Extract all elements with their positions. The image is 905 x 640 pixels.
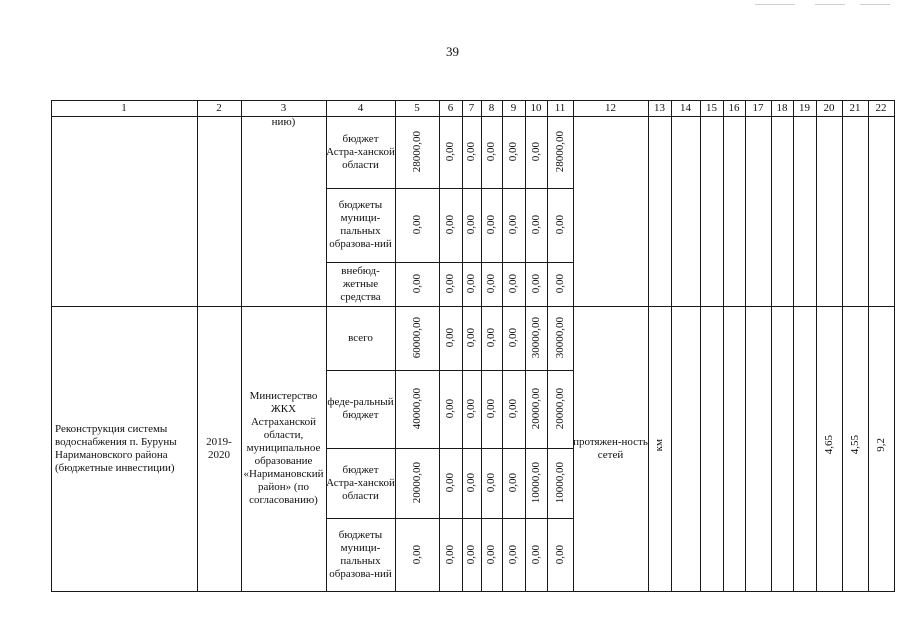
amount-cell bbox=[502, 188, 525, 262]
header-col-4: 4 bbox=[357, 101, 364, 114]
amount-cell bbox=[481, 306, 502, 370]
amount-cell bbox=[525, 188, 547, 262]
amount-cell bbox=[439, 448, 462, 518]
amount-cell-text: 0,00 bbox=[465, 473, 477, 493]
header-col-22: 22 bbox=[875, 101, 887, 114]
amount-cell-text: 0,00 bbox=[485, 473, 497, 493]
amount-cell bbox=[481, 448, 502, 518]
amount-cell bbox=[481, 518, 502, 591]
header-col-2: 2 bbox=[216, 101, 222, 114]
grid-line bbox=[771, 100, 772, 591]
amount-cell bbox=[395, 306, 439, 370]
header-col-5: 5 bbox=[414, 101, 420, 114]
header-col-11: 11 bbox=[554, 101, 566, 114]
header-col-7: 7 bbox=[468, 101, 475, 114]
amount-cell bbox=[462, 370, 481, 448]
amount-cell bbox=[502, 306, 525, 370]
amount-cell bbox=[547, 448, 573, 518]
amount-cell bbox=[395, 448, 439, 518]
amount-cell bbox=[525, 306, 547, 370]
amount-cell bbox=[502, 518, 525, 591]
grid-line bbox=[648, 100, 649, 591]
header-col-13: 13 bbox=[654, 101, 665, 114]
amount-cell-text: 20000,00 bbox=[553, 388, 566, 430]
amount-cell-text: 0,00 bbox=[485, 328, 497, 348]
amount-cell-text: 28000,00 bbox=[553, 131, 566, 173]
amount-cell-text: 0,00 bbox=[444, 328, 456, 348]
project-executor: Министерство ЖКХ Астраханской области, муниципальное образование «Наримановский район» (по согласованию) bbox=[243, 390, 324, 506]
scan-mark bbox=[755, 4, 795, 5]
amount-cell bbox=[462, 448, 481, 518]
grid-line bbox=[51, 591, 895, 592]
amount-cell-text: 0,00 bbox=[444, 142, 456, 162]
amount-cell bbox=[547, 116, 573, 188]
amount-cell bbox=[502, 370, 525, 448]
amount-cell-text: 0,00 bbox=[553, 544, 566, 565]
executor-continuation: нию) bbox=[271, 116, 296, 128]
value-2020-text: 4,55 bbox=[848, 435, 861, 455]
amount-cell bbox=[439, 116, 462, 188]
funding-source: бюджет Астра-ханской области bbox=[326, 463, 395, 502]
amount-cell-text: 0,00 bbox=[410, 274, 423, 294]
amount-cell bbox=[395, 116, 439, 188]
amount-cell bbox=[439, 370, 462, 448]
amount-cell-text: 0,00 bbox=[465, 274, 477, 294]
scan-mark bbox=[860, 4, 890, 5]
amount-cell-text: 40000,00 bbox=[410, 388, 423, 430]
value-2020 bbox=[842, 410, 868, 480]
value-2019-text: 4,65 bbox=[822, 435, 835, 455]
grid-line bbox=[894, 100, 895, 591]
grid-line bbox=[671, 100, 672, 591]
amount-cell-text: 0,00 bbox=[507, 215, 519, 235]
amount-cell bbox=[439, 518, 462, 591]
unit-cell-text: км bbox=[653, 438, 665, 452]
amount-cell-text: 0,00 bbox=[444, 274, 456, 294]
grid-line bbox=[793, 100, 794, 591]
amount-cell-text: 30000,00 bbox=[553, 317, 566, 359]
grid-line bbox=[723, 100, 724, 591]
funding-source: бюджеты муници-пальных образова-ний bbox=[329, 199, 392, 250]
grid-line bbox=[842, 100, 843, 591]
amount-cell-text: 0,00 bbox=[553, 215, 566, 235]
amount-cell-text: 0,00 bbox=[553, 274, 566, 294]
amount-cell bbox=[481, 370, 502, 448]
amount-cell bbox=[462, 188, 481, 262]
header-col-16: 16 bbox=[728, 101, 740, 114]
amount-cell-text: 60000,00 bbox=[410, 317, 423, 359]
amount-cell bbox=[395, 188, 439, 262]
header-col-3: 3 bbox=[280, 101, 287, 114]
amount-cell bbox=[439, 306, 462, 370]
amount-cell-text: 0,00 bbox=[529, 142, 542, 162]
amount-cell-text: 0,00 bbox=[507, 328, 519, 348]
grid-line bbox=[816, 100, 817, 591]
amount-cell-text: 0,00 bbox=[507, 544, 519, 565]
header-col-6: 6 bbox=[447, 101, 454, 114]
amount-cell-text: 0,00 bbox=[485, 274, 497, 294]
value-total bbox=[868, 410, 894, 480]
amount-cell bbox=[547, 306, 573, 370]
amount-cell bbox=[481, 116, 502, 188]
amount-cell-text: 0,00 bbox=[507, 142, 519, 162]
amount-cell bbox=[439, 262, 462, 306]
amount-cell-text: 0,00 bbox=[465, 328, 477, 348]
amount-cell-text: 28000,00 bbox=[410, 131, 423, 173]
header-col-15: 15 bbox=[706, 101, 717, 114]
amount-cell bbox=[481, 188, 502, 262]
amount-cell bbox=[395, 370, 439, 448]
amount-cell-text: 0,00 bbox=[444, 215, 456, 235]
amount-cell-text: 20000,00 bbox=[529, 388, 542, 430]
page-number: 39 bbox=[446, 44, 459, 59]
amount-cell-text: 0,00 bbox=[529, 215, 542, 235]
amount-cell-text: 0,00 bbox=[465, 544, 477, 565]
amount-cell-text: 0,00 bbox=[410, 215, 423, 235]
amount-cell bbox=[547, 518, 573, 591]
funding-source: феде-ральный бюджет bbox=[327, 396, 394, 421]
amount-cell bbox=[395, 262, 439, 306]
header-col-21: 21 bbox=[849, 101, 861, 114]
grid-line bbox=[745, 100, 746, 591]
amount-cell bbox=[462, 262, 481, 306]
amount-cell-text: 0,00 bbox=[485, 544, 497, 565]
value-2019 bbox=[816, 410, 842, 480]
grid-line bbox=[700, 100, 701, 591]
project-years: 2019-2020 bbox=[206, 435, 232, 461]
amount-cell bbox=[481, 262, 502, 306]
header-col-9: 9 bbox=[510, 101, 517, 114]
project-name: Реконструкция системы водоснабжения п. Буруны Наримановского района (бюджетные инвестиции) bbox=[55, 422, 177, 474]
grid-line bbox=[868, 100, 869, 591]
amount-cell bbox=[439, 188, 462, 262]
header-col-18: 18 bbox=[776, 101, 788, 114]
header-col-8: 8 bbox=[488, 101, 495, 114]
header-col-17: 17 bbox=[752, 101, 764, 114]
amount-cell bbox=[525, 518, 547, 591]
amount-cell-text: 0,00 bbox=[465, 399, 477, 419]
header-col-20: 20 bbox=[823, 101, 835, 114]
funding-source: бюджеты муници-пальных образова-ний bbox=[329, 528, 392, 580]
amount-cell-text: 0,00 bbox=[465, 142, 477, 162]
funding-source: бюджет Астра-ханской области bbox=[326, 132, 395, 171]
amount-cell-text: 10000,00 bbox=[553, 462, 566, 504]
amount-cell bbox=[462, 116, 481, 188]
amount-cell bbox=[502, 262, 525, 306]
amount-cell-text: 0,00 bbox=[444, 473, 456, 493]
amount-cell-text: 0,00 bbox=[410, 544, 423, 565]
amount-cell bbox=[525, 116, 547, 188]
amount-cell-text: 0,00 bbox=[529, 274, 542, 294]
funding-source: внебюд-жетные средства bbox=[340, 264, 381, 303]
amount-cell-text: 0,00 bbox=[444, 544, 456, 565]
header-col-14: 14 bbox=[680, 101, 691, 114]
header-col-1: 1 bbox=[121, 101, 127, 114]
unit-cell bbox=[648, 410, 671, 480]
amount-cell bbox=[547, 188, 573, 262]
amount-cell-text: 0,00 bbox=[465, 215, 477, 235]
amount-cell-text: 0,00 bbox=[529, 544, 542, 565]
amount-cell-text: 0,00 bbox=[444, 399, 456, 419]
amount-cell bbox=[547, 370, 573, 448]
amount-cell-text: 0,00 bbox=[485, 215, 497, 235]
header-col-19: 19 bbox=[799, 101, 810, 114]
indicator-name: протяжен-ность сетей bbox=[573, 435, 648, 461]
scan-mark bbox=[815, 4, 845, 5]
amount-cell bbox=[525, 370, 547, 448]
amount-cell-text: 0,00 bbox=[507, 473, 519, 493]
amount-cell bbox=[462, 306, 481, 370]
amount-cell-text: 0,00 bbox=[507, 399, 519, 419]
header-col-12: 12 bbox=[605, 101, 616, 114]
amount-cell-text: 10000,00 bbox=[529, 462, 542, 504]
funding-source: всего bbox=[348, 331, 373, 344]
amount-cell-text: 0,00 bbox=[485, 399, 497, 419]
header-col-10: 10 bbox=[530, 101, 542, 114]
amount-cell bbox=[502, 448, 525, 518]
amount-cell-text: 0,00 bbox=[507, 274, 519, 294]
grid-line bbox=[51, 100, 52, 591]
amount-cell-text: 30000,00 bbox=[529, 317, 542, 359]
amount-cell bbox=[462, 518, 481, 591]
amount-cell bbox=[525, 262, 547, 306]
amount-cell-text: 0,00 bbox=[485, 142, 497, 162]
amount-cell bbox=[502, 116, 525, 188]
amount-cell-text: 20000,00 bbox=[410, 462, 423, 504]
amount-cell bbox=[395, 518, 439, 591]
amount-cell bbox=[525, 448, 547, 518]
amount-cell bbox=[547, 262, 573, 306]
value-total-text: 9,2 bbox=[874, 438, 887, 452]
